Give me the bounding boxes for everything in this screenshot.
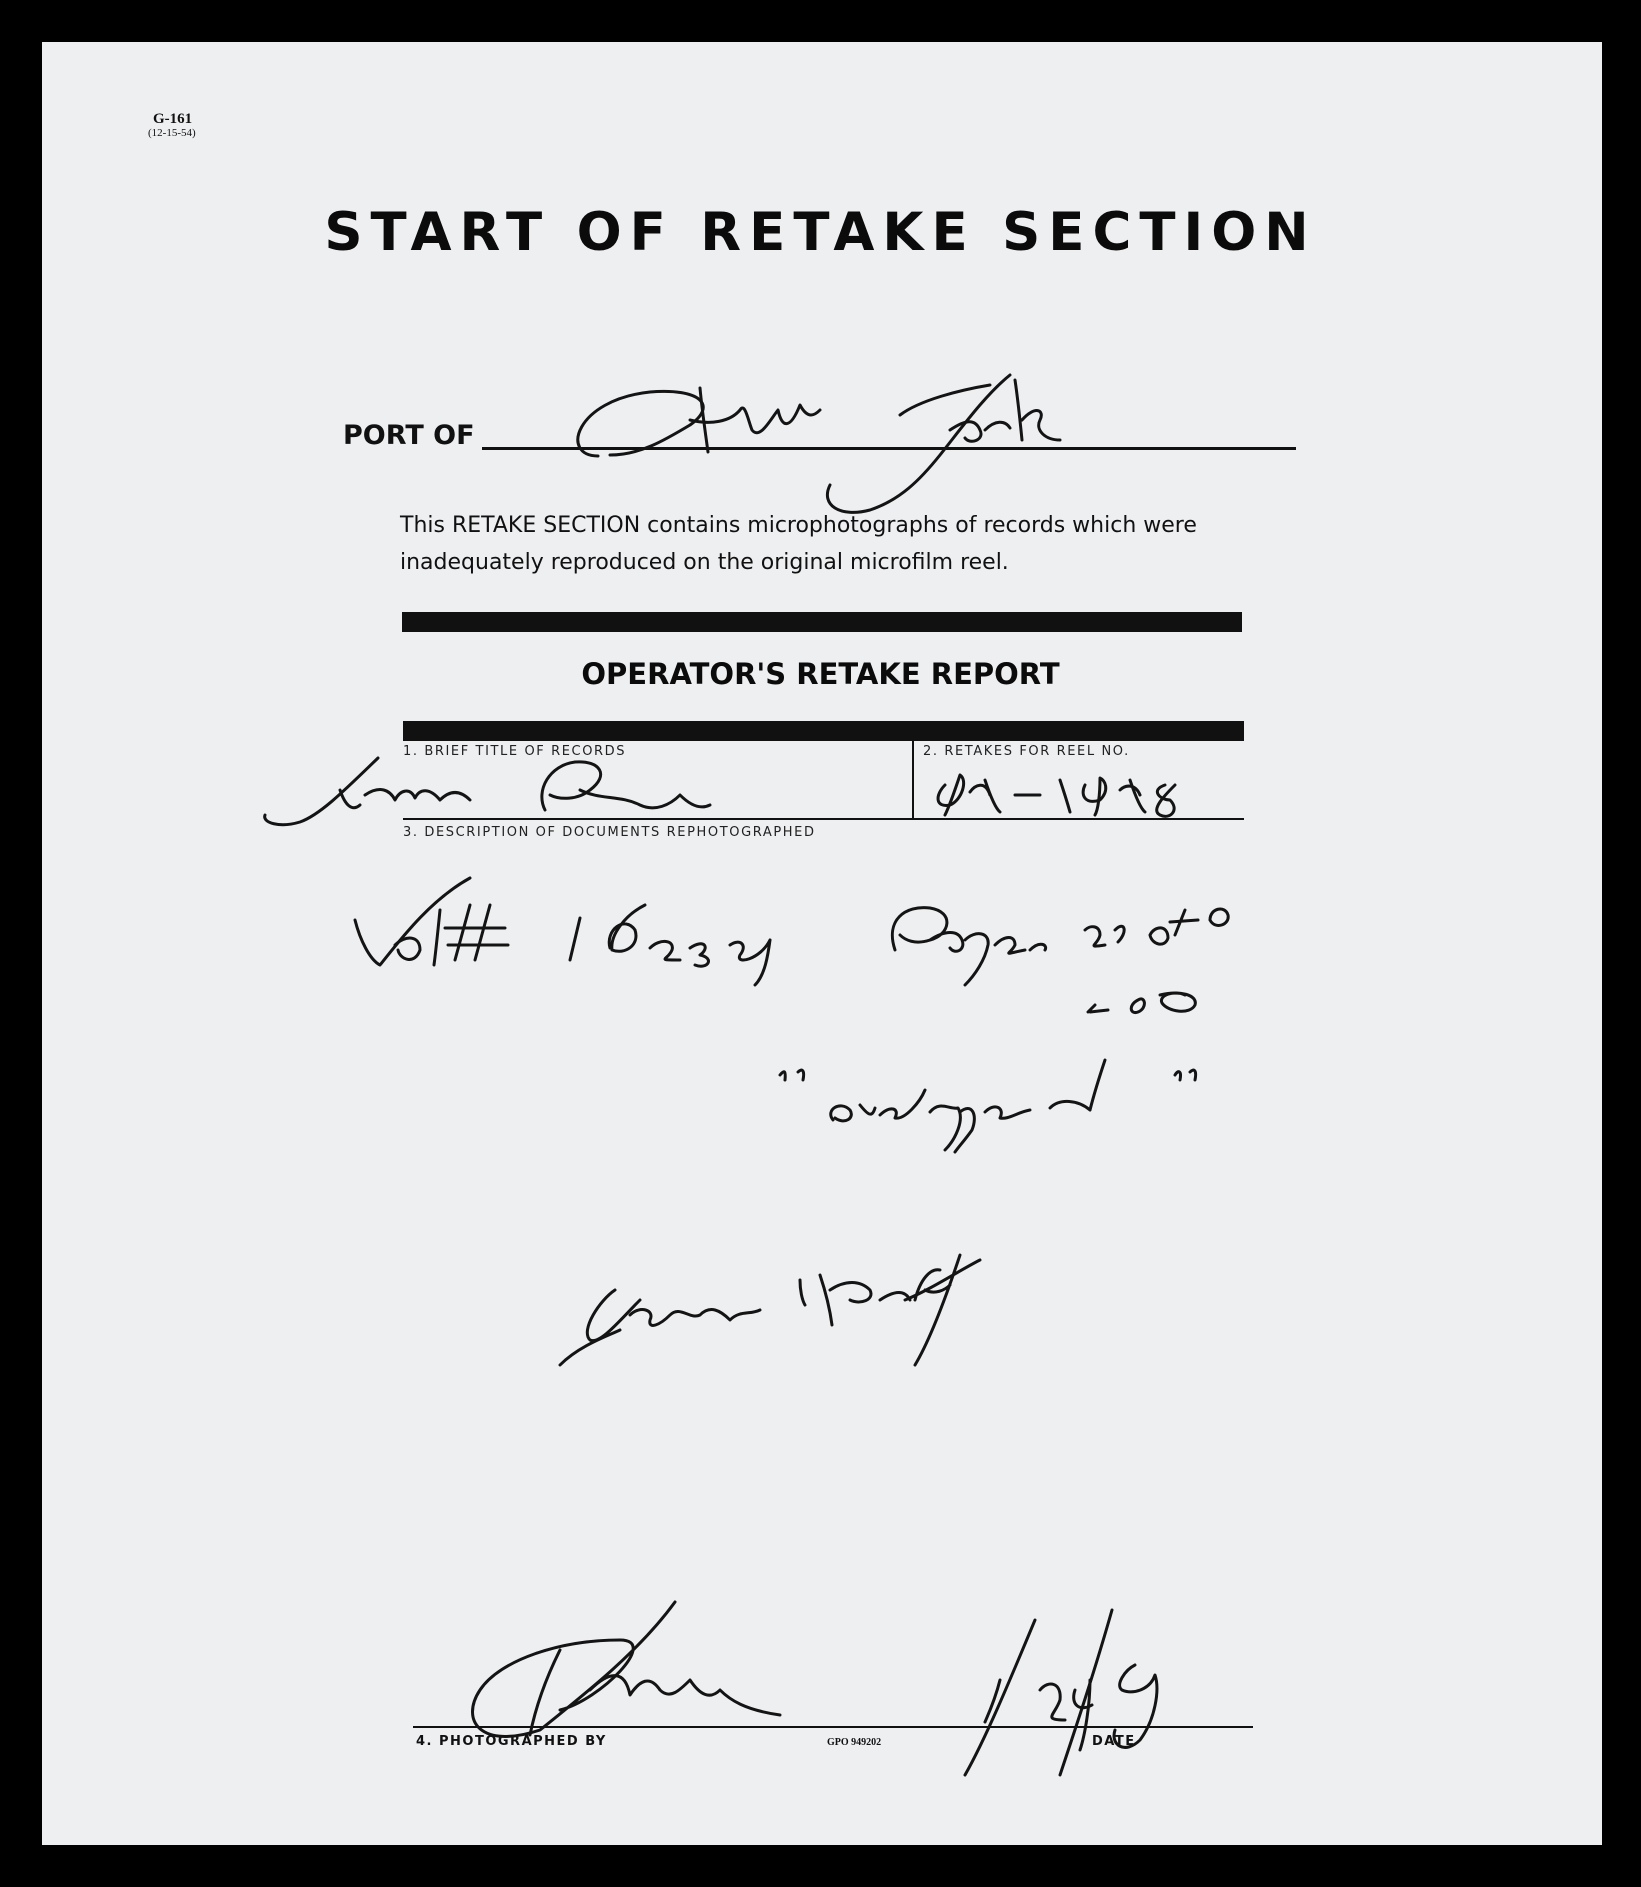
page-title: START OF RETAKE SECTION [324,202,1317,263]
form-revision-date: (12-15-54) [148,127,196,139]
reel-label: 2. RETAKES FOR REEL NO. [923,744,1130,759]
port-label: PORT OF [343,420,475,451]
description-label: 3. DESCRIPTION OF DOCUMENTS REPHOTOGRAPHED [403,825,816,840]
photographed-by-label: 4. PHOTOGRAPHED BY [416,1734,607,1749]
handwritten-reel-number [938,775,1175,816]
handwritten-description [355,878,1228,1365]
report-heading: OPERATOR'S RETAKE REPORT [581,657,1060,691]
handwritten-brief-title [265,758,710,825]
form-number: G-161 [153,111,193,127]
print-code: GPO 949202 [827,1737,882,1748]
handwritten-port-new-york [578,375,1060,512]
handwritten-signature [473,1602,781,1736]
date-label: DATE [1092,1734,1136,1749]
intro-text: This RETAKE SECTION contains microphotographs of records which were inadequately reproduced on the original microfilm reel. [400,513,1197,575]
brief-title-label: 1. BRIEF TITLE OF RECORDS [403,744,627,759]
handwritten-date [965,1610,1157,1775]
